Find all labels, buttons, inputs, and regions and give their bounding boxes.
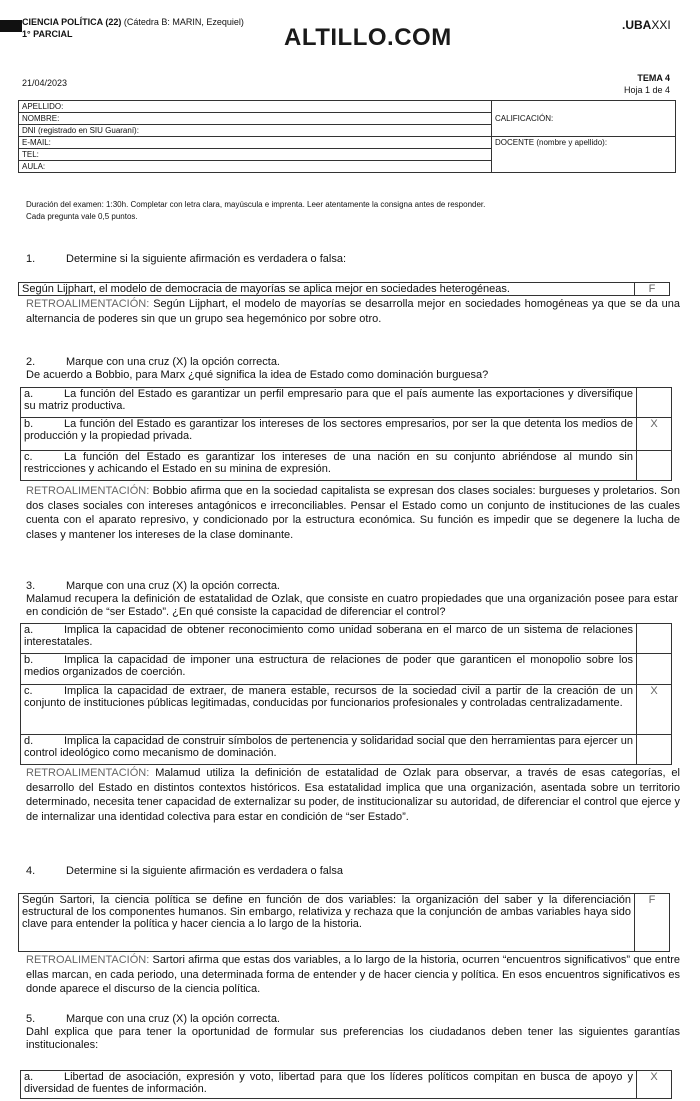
q3-checkbox-c[interactable]: X	[637, 685, 672, 735]
docente-field[interactable]: DOCENTE (nombre y apellido):	[492, 137, 676, 173]
q2-options-table	[20, 387, 672, 481]
q3-option-d[interactable]: d. Implica la capacidad de construir símbolos de pertenencia y solidaridad social que den herramientas para ejercer un control ideológico como mecanismo de dominación.	[21, 735, 637, 765]
course-title: CIENCIA POLÍTICA (22)	[22, 17, 122, 27]
aula-field[interactable]: AULA:	[19, 161, 492, 173]
q5-option-a[interactable]: a. Libertad de asociación, expresión y voto, libertad para que los líderes políticos compitan en busca de apoyo y diversidad de fuentes de información.	[21, 1071, 637, 1099]
q3-checkbox-b[interactable]	[637, 654, 672, 685]
nombre-field[interactable]: NOMBRE:	[19, 113, 492, 125]
q2-option-c[interactable]: c. La función del Estado es garantizar los intereses de una nación en su conjunto abriéndose al mundo sin restricciones y achicando el Estado en su minina de expresión.	[21, 451, 637, 481]
q3-checkbox-a[interactable]	[637, 624, 672, 654]
q1-feedback: RETROALIMENTACIÓN: Según Lijphart, el modelo de mayorías se desarrolla mejor en sociedades homogéneas ya que se da una alternancia de poderes sin que un grupo sea hegemónico por sobre otro.	[26, 298, 680, 325]
q1-statement: Según Lijphart, el modelo de democracia de mayorías se aplica mejor en sociedades heterogéneas.	[19, 283, 635, 296]
q3-checkbox-d[interactable]	[637, 735, 672, 765]
q3-option-a[interactable]: a. Implica la capacidad de obtener reconocimiento como unidad soberana en el marco de un sistema de relaciones interestatales.	[21, 624, 637, 654]
catedra: (Cátedra B: MARIN, Ezequiel)	[123, 17, 244, 27]
exam-instructions: Duración del examen: 1:30h. Completar con letra clara, mayúscula e imprenta. Leer atentamente la consigna antes de responder. Cada pregunta vale 0,5 puntos.	[26, 200, 486, 221]
q3-option-c[interactable]: c. Implica la capacidad de extraer, de manera estable, recursos de la sociedad civil a partir de la creación de un conjunto de instituciones públicas legitimadas, conducidas por funcionarios profesionales y controladas centralizadamente.	[21, 685, 637, 735]
q3-prompt: 3. Marque con una cruz (X) la opción correcta. Malamud recupera la definición de estatalidad de Ozlak, que consiste en cuatro propiedades que una organización posee para estar en condición de “ser Estado”. ¿En qué consiste la capacidad de diferenciar el control?	[26, 580, 678, 618]
q2-option-b[interactable]: b. La función del Estado es garantizar los intereses de los sectores empresarios, por ser la que detenta los medios de producción y la propiedad privada.	[21, 418, 637, 451]
q2-checkbox-b[interactable]: X	[637, 418, 672, 451]
q4-statement: Según Sartori, la ciencia política se define en función de dos variables: la organización del saber y la diferenciación estructural de los componentes humanos. Sin embargo, relativiza y rechaza que la conjunción de ambas variables haya sido clave para entender la política y hacer ciencia a lo largo de la historia.	[19, 894, 635, 952]
student-info-table	[18, 100, 676, 173]
apellido-field[interactable]: APELLIDO:	[19, 101, 492, 113]
q2-checkbox-c[interactable]	[637, 451, 672, 481]
email-field[interactable]: E-MAIL:	[19, 137, 492, 149]
q3-options-table	[20, 623, 672, 765]
q2-option-a[interactable]: a. La función del Estado es garantizar un perfil empresario para que el país aumente las exportaciones y diversifique su matriz productiva.	[21, 388, 637, 418]
q5-options-table	[20, 1070, 672, 1099]
q5-prompt: 5. Marque con una cruz (X) la opción correcta. Dahl explica que para tener la oportunidad de formular sus preferencias los ciudadanos deben tener las siguientes garantías institucionales:	[26, 1013, 680, 1051]
hoja-label: Hoja 1 de 4	[623, 85, 670, 95]
q2-checkbox-a[interactable]	[637, 388, 672, 418]
uba-xxi-logo: .UBAXXI	[622, 18, 671, 32]
tema-label: TEMA 4	[637, 73, 670, 83]
q2-feedback: RETROALIMENTACIÓN: Bobbio afirma que en la sociedad capitalista se expresan dos clases sociales: burgueses y proletarios. Son dos clases sociales con intereses antagónicos e irreconciliables. Pensar el Estado como un conjunto de instituciones de las cuales cuenta con el aparato represivo, y condicionado por la estructura económica. Su función es impedir que se degenere la lucha de clases y mantener los intereses de la clase dominante.	[26, 485, 680, 541]
header-black-bar	[0, 20, 22, 32]
tel-field[interactable]: TEL:	[19, 149, 492, 161]
q1-statement-table	[18, 282, 670, 296]
calificacion-field[interactable]: CALIFICACIÓN:	[492, 101, 676, 137]
q4-prompt: 4. Determine si la siguiente afirmación es verdadera o falsa	[26, 865, 343, 877]
q4-feedback: RETROALIMENTACIÓN: Sartori afirma que estas dos variables, a lo largo de la historia, ocurren “encuentros significativos” que entre ellas marcan, en cada periodo, una determinada forma de entender y de hacer ciencia y política. En esos encuentros significativos es donde aparece el discurso de la ciencia política.	[26, 954, 680, 995]
parcial-label: 1° PARCIAL	[22, 29, 73, 39]
tema-box	[624, 72, 670, 96]
q4-answer-box[interactable]: F	[635, 894, 670, 952]
q1-prompt: 1. Determine si la siguiente afirmación es verdadera o falsa:	[26, 253, 347, 265]
exam-date: 21/04/2023	[22, 78, 68, 88]
q2-prompt: 2. Marque con una cruz (X) la opción correcta. De acuerdo a Bobbio, para Marx ¿qué significa la idea de Estado como dominación burguesa?	[26, 356, 489, 381]
q5-checkbox-a[interactable]: X	[637, 1071, 672, 1099]
course-header	[22, 16, 244, 40]
q1-answer-box[interactable]: F	[635, 283, 670, 296]
q4-statement-table	[18, 893, 670, 952]
altillo-logo: ALTILLO.COM	[284, 24, 452, 51]
dni-field[interactable]: DNI (registrado en SIU Guaraní):	[19, 125, 492, 137]
q3-option-b[interactable]: b. Implica la capacidad de imponer una estructura de relaciones de poder que garanticen el monopolio sobre los medios organizados de coerción.	[21, 654, 637, 685]
q3-feedback: RETROALIMENTACIÓN: Malamud utiliza la definición de estatalidad de Ozlak para observar, a través de esas categorías, el desarrollo del Estado en distintos contextos históricos. Esa estatalidad implica que una organización, asentada sobre un territorio determinado, necesita tener capacidad de externalizar su poder, de institucionalizar su autoridad, de diferenciar el control que ejerce y de internalizar una identidad colectiva para estar en condición de “ser Estado”.	[26, 767, 680, 823]
